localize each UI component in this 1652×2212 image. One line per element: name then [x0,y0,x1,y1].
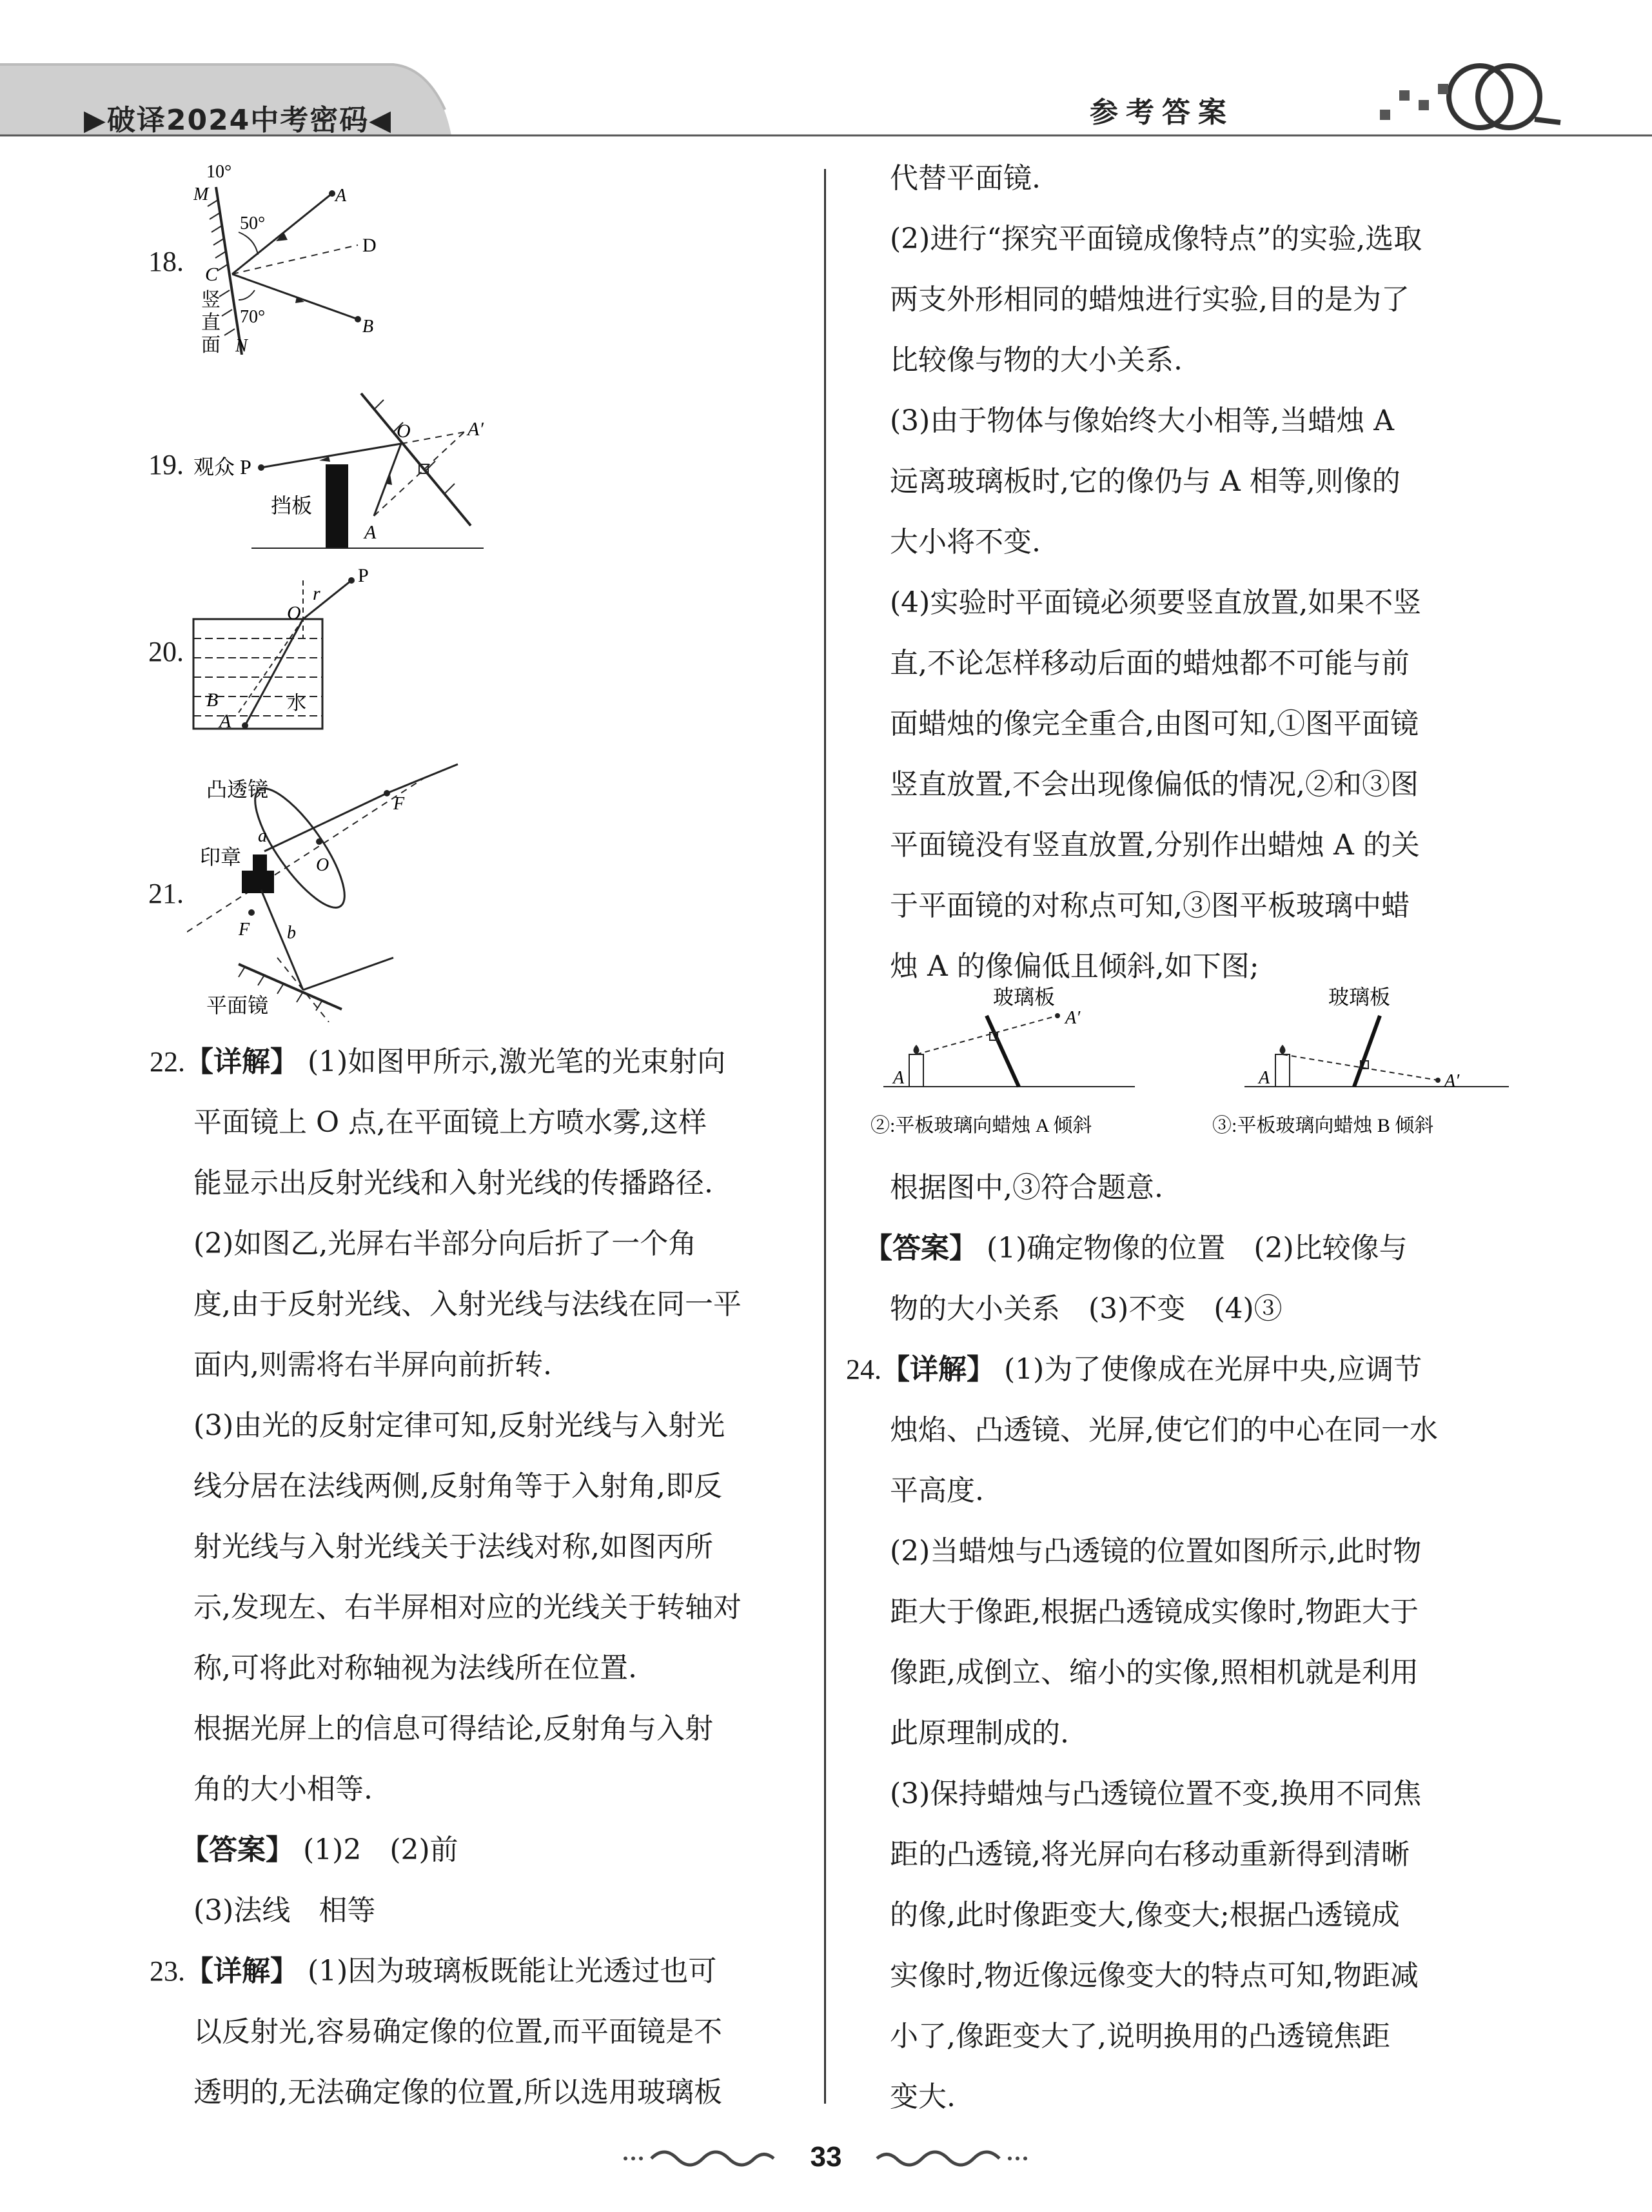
logo-icon [1449,66,1560,128]
fig23-caption-right: ③:平板玻璃向蜡烛 B 倾斜 [1212,1115,1434,1136]
svg-text:O: O [316,855,329,875]
svg-text:A′: A′ [467,419,484,440]
svg-text:a: a [258,826,267,846]
q22-detail-tag: 【详解】 [185,1045,299,1078]
svg-text:水: 水 [287,693,306,714]
q23-detail-tag: 【详解】 [185,1955,299,1988]
svg-text:B: B [362,317,374,337]
header-right-title: 参考答案 [1090,96,1234,129]
svg-text:C: C [205,264,219,285]
left-column-text: 22.【详解】 (1)如图甲所示,激光笔的光束射向 平面镜上 O 点,在平面镜上方喷水雾,这样 能显示出反射光线和入射光线的传播路径. (2)如图乙,光屏右半部分向后折了一个角 度,由于反射光线、入射光线与法线在同一平 面内,则需将右半屏向前折转. (3)由光的反射定律可知,反射光线与入射光 线分居在法线两侧,反射角等于入射角,即反 射光线与入射光线关于法线对称,如图丙所 示,发现左、右半屏相对应的光线关于转轴对 称,可将此对称轴视为法线所在位置. 根据光屏上的信息可得结论,反射角与入射 角的大小相等. 【答案】 (1)2 (2)前 (3)法线 相等 23.【详解】 (1)因为玻璃板既能让光透过也可 以反射光,容易确定像的位置,而平面镜是不 透明的,无法确定像的位置,所以选用玻璃板 [150,1045,742,2109]
svg-text:70°: 70° [240,307,266,327]
svg-text:b: b [287,923,296,943]
svg-text:挡板: 挡板 [271,494,313,517]
right-column-text-2: 根据图中,③符合题意. 【答案】 (1)确定物像的位置 (2)比较像与 物的大小关系 (3)不变 (4)③ 24.【详解】 (1)为了使像成在光屏中央,应调节 烛焰、凸透镜、光屏,使它们的中心在同一水 平高度. (2)当蜡烛与凸透镜的位置如图所示,此时物 距大于像距,根据凸透镜成实像时,物距大于 像距,成倒立、缩小的实像,照相机就是利用 此原理制成的. (3)保持蜡烛与凸透镜位置不变,换用不同焦 距的凸透镜,将光屏向右移动重新得到清晰 的像,此时像距变大,像变大;根据凸透镜成 实像时,物近像远像变大的特点可知,物距减 小了,像距变大了,说明换用的凸透镜焦距 变大. [846,1171,1438,2113]
svg-text:面: 面 [201,335,221,355]
svg-text:D: D [362,235,377,256]
q23-answer-tag: 【答案】 [864,1232,978,1265]
fig20-number: 20. [148,636,184,667]
svg-text:凸透镜: 凸透镜 [206,778,269,801]
q24-detail-tag: 【详解】 [881,1353,995,1386]
right-column-text: 代替平面镜. (2)进行“探究平面镜成像特点”的实验,选取 两支外形相同的蜡烛进行实验,目的是为了 比较像与物的大小关系. (3)由于物体与像始终大小相等,当蜡烛 A 远离玻璃板时,它的像仍与 A 相等,则像的 大小将不变. (4)实验时平面镜必须要竖直放置,如果不竖 直,不论怎样移动后面的蜡烛都不可能与前 面蜡烛的像完全重合,由图可知,①图平面镜 竖直放置,不会出现像偏低的情况,②和③图 平面镜没有竖直放置,分别作出蜡烛 A 的关 于平面镜的对称点可知,③图平板玻璃中蜡 烛 A 的像偏低且倾斜,如下图; [890,162,1422,983]
figure-18 [193,161,426,355]
figure-20 [181,568,387,735]
svg-text:A: A [893,1068,905,1088]
header-left-title: ▶破译2024中考密码◀ [84,104,393,137]
svg-text:B: B [206,689,219,711]
svg-text:M: M [193,184,209,204]
svg-text:玻璃板: 玻璃板 [993,985,1056,1009]
svg-text:直: 直 [201,312,221,333]
figure-19 [181,387,490,555]
fig18-number: 18. [148,246,184,277]
figure-21 [187,751,484,1022]
q23-number: 23. [150,1955,185,1987]
svg-text:观众 P: 观众 P [193,455,251,479]
svg-text:A: A [219,711,231,732]
q22-answer-tag: 【答案】 [181,1833,294,1866]
footer-ornament-right [864,2142,1032,2175]
svg-text:O: O [397,420,411,442]
svg-text:F: F [239,920,250,940]
svg-text:玻璃板: 玻璃板 [1328,985,1391,1009]
column-divider [824,169,826,2104]
svg-text:A′: A′ [1444,1071,1460,1091]
svg-text:A: A [1259,1068,1270,1088]
svg-text:A: A [364,522,377,543]
svg-text:F: F [393,794,405,814]
svg-text:A: A [335,186,347,206]
svg-text:竖: 竖 [201,290,221,311]
q24-number: 24. [846,1354,881,1385]
figure-23 [864,977,1535,1145]
svg-text:r: r [313,583,320,604]
fig23-caption-left: ②:平板玻璃向蜡烛 A 倾斜 [870,1115,1092,1136]
fig18-angle-top: 10° [206,162,232,182]
svg-text:平面镜: 平面镜 [206,994,269,1017]
svg-text:A′: A′ [1065,1008,1081,1028]
page-number: 33 [810,2141,842,2173]
svg-text:印章: 印章 [200,845,242,869]
q22-number: 22. [150,1046,185,1078]
fig19-number: 19. [148,449,184,480]
svg-text:50°: 50° [240,213,266,233]
svg-text:N: N [235,336,248,355]
svg-text:P: P [358,568,369,586]
svg-text:O: O [287,602,301,624]
fig21-number: 21. [148,878,184,909]
